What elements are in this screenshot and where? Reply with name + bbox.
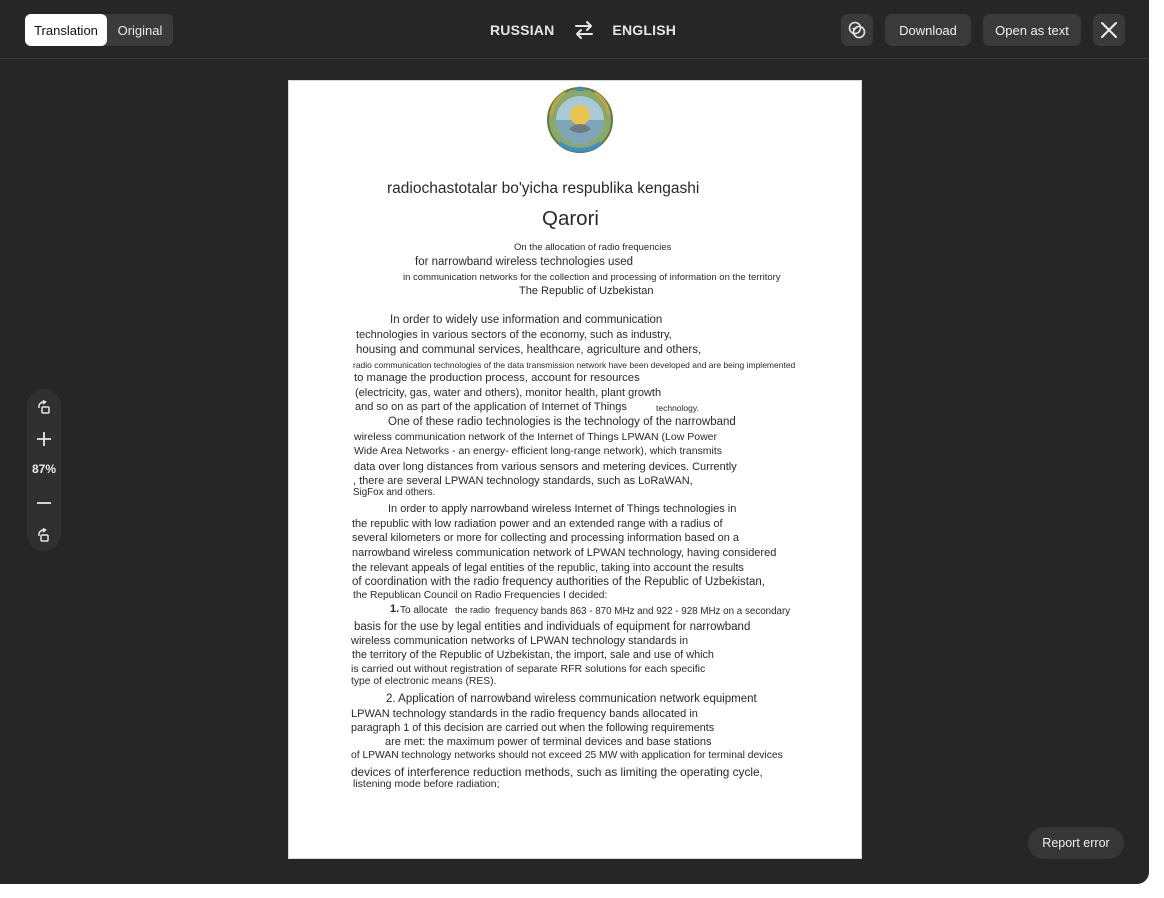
document-body-line: type of electronic means (RES). — [351, 676, 497, 687]
document-body-line: wireless communication network of the Internet of Things LPWAN (Low Power — [354, 431, 717, 443]
document-body-line: radio communication technologies of the data transmission network have been developed and are being implemented — [353, 360, 796, 370]
minus-icon — [36, 495, 52, 511]
document-page — [288, 80, 862, 859]
document-body-line: One of these radio technologies is the technology of the narrowband — [388, 416, 736, 428]
document-body-line: to manage the production process, account for resources — [354, 372, 640, 384]
document-body-line: narrowband wireless communication network of LPWAN technology, having considered — [352, 547, 777, 559]
zoom-controls — [27, 389, 61, 551]
document-body-line: 2. Application of narrowband wireless communication network equipment — [386, 693, 757, 705]
document-body-line: and so on as part of the application of Internet of Things — [355, 401, 627, 413]
doc-header: radiochastotalar bo'yicha respublika kengashi — [387, 180, 700, 197]
rotate-left-icon — [36, 399, 52, 415]
close-button[interactable] — [1093, 14, 1125, 46]
rotate-left-button[interactable] — [27, 393, 61, 421]
tab-translation[interactable]: Translation — [25, 14, 107, 46]
document-body-line: technology. — [656, 403, 699, 413]
document-body-line: , there are several LPWAN technology standards, such as LoRaWAN, — [353, 475, 693, 487]
document-body-line: is carried out without registration of separate RFR solutions for each specific — [351, 663, 706, 675]
document-body-line: (electricity, gas, water and others), monitor health, plant growth — [355, 387, 662, 399]
doc-subtitle-line: The Republic of Uzbekistan — [519, 285, 654, 297]
document-body-line: To allocate — [400, 605, 448, 616]
top-toolbar — [0, 0, 1149, 59]
tab-original[interactable]: Original — [117, 22, 163, 38]
document-body-line: technologies in various sectors of the economy, such as industry, — [356, 329, 672, 341]
open-as-text-button[interactable]: Open as text — [983, 14, 1081, 46]
doc-subtitle-line: for narrowband wireless technologies used — [415, 256, 633, 268]
document-body-line: SigFox and others. — [353, 487, 436, 498]
document-body-line: LPWAN technology standards in the radio frequency bands allocated in — [351, 708, 698, 720]
document-body-line: housing and communal services, healthcare, agriculture and others, — [356, 344, 702, 356]
document-body-line: the territory of the Republic of Uzbekistan, the import, sale and use of which — [352, 649, 714, 661]
source-language[interactable]: RUSSIAN — [490, 22, 555, 38]
download-button[interactable]: Download — [885, 14, 971, 46]
document-body-line: of coordination with the radio frequency authorities of the Republic of Uzbekistan, — [352, 576, 765, 588]
compare-icon — [847, 20, 867, 40]
rotate-right-icon — [36, 527, 52, 543]
document-body-line: listening mode before radiation; — [353, 778, 500, 790]
document-body-line: wireless communication networks of LPWAN technology standards in — [351, 635, 689, 647]
compare-button[interactable] — [841, 14, 873, 46]
document-body-line: devices of interference reduction methods, such as limiting the operating cycle, — [351, 765, 763, 779]
zoom-out-button[interactable] — [27, 489, 61, 517]
plus-icon — [36, 431, 52, 447]
doc-subtitle-line: in communication networks for the collection and processing of information on the territory — [403, 272, 781, 283]
report-error-button[interactable]: Report error — [1028, 827, 1124, 859]
document-body-line: the Republican Council on Radio Frequencies I decided: — [353, 590, 608, 601]
document-body-line: are met: the maximum power of terminal devices and base stations — [385, 736, 712, 748]
doc-title: Qarori — [542, 207, 599, 230]
zoom-in-button[interactable] — [27, 425, 61, 453]
document-body-line: the radio — [455, 605, 491, 615]
document-body-line: In order to apply narrowband wireless Internet of Things technologies in — [388, 503, 737, 515]
document-body-line: Wide Area Networks - an energy- efficient long-range network), which transmits — [354, 445, 723, 457]
target-language[interactable]: ENGLISH — [612, 22, 677, 38]
document-body-line: the relevant appeals of legal entities of the republic, taking into account the results — [352, 562, 744, 574]
close-icon — [1100, 21, 1118, 39]
document-body-line: frequency bands 863 - 870 MHz and 922 - 928 MHz on a secondary — [495, 606, 791, 617]
document-body-line: several kilometers or more for collecting and processing information based on a — [352, 532, 740, 544]
rotate-right-button[interactable] — [27, 521, 61, 549]
document-body-line: paragraph 1 of this decision are carried out when the following requirements — [351, 722, 715, 734]
language-selector — [490, 18, 676, 42]
document-body-line: 1. — [390, 603, 400, 615]
doc-subtitle-line: On the allocation of radio frequencies — [514, 242, 672, 253]
document-body-line: of LPWAN technology networks should not exceed 25 MW with application for terminal devices — [351, 750, 783, 761]
coat-of-arms-emblem — [545, 85, 615, 155]
document-body-line: basis for the use by legal entities and individuals of equipment for narrowband — [354, 621, 751, 633]
zoom-level: 87% — [31, 462, 57, 476]
document-body-line: the republic with low radiation power and an extended range with a radius of — [352, 518, 723, 530]
document-body-line: In order to widely use information and communication — [390, 314, 663, 326]
swap-arrows-icon[interactable] — [573, 20, 595, 40]
view-mode-toggle — [25, 14, 173, 46]
document-body-line: data over long distances from various sensors and metering devices. Currently — [354, 461, 737, 473]
